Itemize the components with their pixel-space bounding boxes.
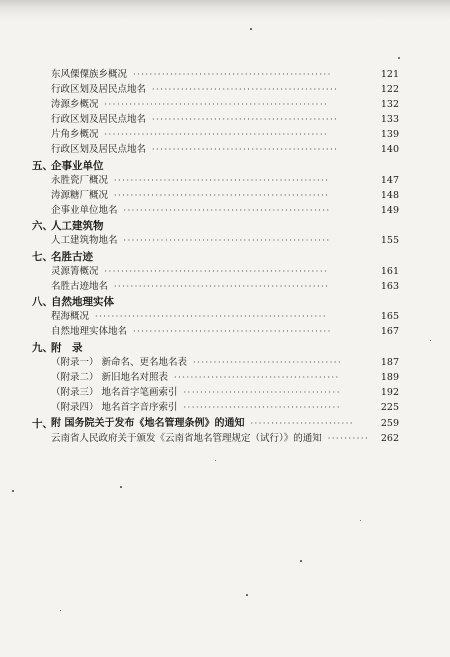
entry-title: （附录一） 新命名、更名地名表	[51, 357, 188, 368]
leader-dots: ······················································	[104, 130, 329, 139]
toc-entry	[0, 234, 450, 248]
section-title: 名胜古迹	[51, 251, 93, 263]
section-number: 十、	[32, 418, 53, 430]
leader-dots: ················································	[133, 327, 332, 336]
page-number: 187	[380, 357, 399, 368]
page-number: 167	[380, 326, 399, 337]
page-number: 165	[380, 311, 399, 322]
toc-entry	[0, 98, 450, 112]
entry-title: 程海概况	[51, 311, 90, 322]
toc-entry	[0, 189, 450, 203]
toc-entry	[0, 128, 450, 142]
leader-dots: ·············································	[152, 85, 339, 94]
toc-entry	[0, 280, 450, 294]
leader-dots: ··········	[327, 434, 370, 443]
entry-title: 片角乡概况	[51, 129, 99, 140]
entry-title: 涛源糖厂概况	[51, 190, 109, 201]
scan-speck	[398, 57, 400, 59]
entry-title: 永胜瓷厂概况	[51, 175, 109, 186]
leader-dots: ················································	[133, 70, 332, 79]
scan-speck	[120, 486, 122, 488]
toc-entry	[0, 68, 450, 82]
toc-entry	[0, 432, 450, 446]
toc-entry	[0, 174, 450, 188]
leader-dots: ········································	[174, 373, 340, 382]
entry-title: （附录四） 地名首字音序索引	[51, 402, 178, 413]
section-title: 自然地理实体	[51, 296, 114, 308]
entry-title: 灵源箐概况	[51, 266, 99, 277]
toc-section	[0, 219, 450, 233]
toc-entry	[0, 325, 450, 339]
section-number: 六、	[32, 220, 53, 232]
entry-title: 人工建筑物地名	[51, 235, 118, 246]
page-number: 140	[380, 144, 399, 155]
leader-dots: ··················································	[123, 236, 331, 245]
toc-section	[0, 159, 450, 173]
leader-dots: ························································	[95, 312, 328, 321]
entry-title: （附录三） 地名首字笔画索引	[51, 387, 178, 398]
page-number: 155	[380, 235, 399, 246]
toc-entry	[0, 386, 450, 400]
toc-section	[0, 417, 450, 431]
page-number: 122	[380, 84, 399, 95]
leader-dots: ····················································	[114, 176, 330, 185]
toc-entry	[0, 310, 450, 324]
toc-entry	[0, 113, 450, 127]
scan-speck	[246, 594, 248, 596]
page-number: 189	[380, 372, 399, 383]
entry-title: 东风傈僳族乡概况	[51, 69, 128, 80]
entry-title: 云南省人民政府关于颁发《云南省地名管理规定（试行）》的通知	[51, 433, 322, 444]
toc-entry	[0, 83, 450, 97]
section-number: 八、	[32, 296, 53, 308]
page-number: 147	[380, 175, 399, 186]
leader-dots: ·············································	[152, 115, 339, 124]
section-number: 九、	[32, 342, 53, 354]
leader-dots: ······················································	[104, 267, 329, 276]
page-number: 163	[380, 281, 399, 292]
toc-section	[0, 341, 450, 355]
page-number: 148	[380, 190, 399, 201]
leader-dots: ······································	[183, 388, 341, 397]
entry-title: 行政区划及居民点地名	[51, 114, 147, 125]
leader-dots: ····················································	[114, 282, 330, 291]
section-title: 企事业单位	[51, 160, 104, 172]
toc-entry	[0, 265, 450, 279]
leader-dots: ··················································	[123, 206, 331, 215]
scan-speck	[300, 560, 302, 562]
toc-entry	[0, 143, 450, 157]
section-title: 附 录	[51, 342, 83, 354]
page-number: 259	[380, 418, 399, 429]
section-title: 人工建筑物	[51, 220, 104, 232]
entry-title: 企事业单位地名	[51, 205, 118, 216]
page-number: 133	[380, 114, 399, 125]
toc-section	[0, 295, 450, 309]
entry-title: （附录二） 新旧地名对照表	[51, 372, 169, 383]
entry-title: 自然地理实体地名	[51, 326, 128, 337]
page-number: 132	[380, 99, 399, 110]
entry-title: 名胜古迹地名	[51, 281, 109, 292]
entry-title: 行政区划及居民点地名	[51, 144, 147, 155]
leader-dots: ·························	[250, 419, 355, 428]
page-number: 139	[380, 129, 399, 140]
toc-entry	[0, 371, 450, 385]
entry-title: 涛源乡概况	[51, 99, 99, 110]
leader-dots: ······················································	[104, 100, 329, 109]
section-title: 附 国务院关于发布《地名管理条例》的通知	[51, 418, 245, 429]
leader-dots: ······································	[183, 403, 341, 412]
toc-entry	[0, 401, 450, 415]
section-number: 七、	[32, 251, 53, 263]
entry-title: 行政区划及居民点地名	[51, 84, 147, 95]
toc-entry	[0, 356, 450, 370]
leader-dots: ····································	[193, 358, 343, 367]
page-number: 192	[380, 387, 399, 398]
page-number: 161	[380, 266, 399, 277]
scan-speck	[12, 490, 14, 492]
toc-section	[0, 250, 450, 264]
leader-dots: ·············································	[152, 145, 339, 154]
page-number: 121	[380, 69, 399, 80]
page-number: 225	[380, 402, 399, 413]
scan-speck	[250, 28, 252, 30]
page-number: 149	[380, 205, 399, 216]
page-number: 262	[380, 433, 399, 444]
leader-dots: ····················································	[114, 191, 330, 200]
section-number: 五、	[32, 160, 53, 172]
toc-entry	[0, 204, 450, 218]
